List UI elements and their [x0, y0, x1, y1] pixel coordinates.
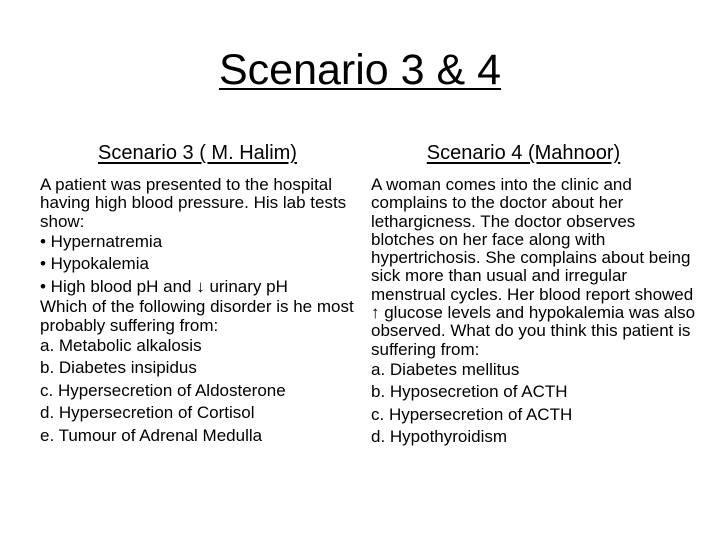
option-item: b. Diabetes insipidus: [40, 358, 197, 378]
scenario-3-body: [40, 176, 360, 447]
scenario-4-options: [371, 359, 701, 449]
scenario-3-question: Which of the following disorder is he most probably suffering from:: [40, 297, 354, 335]
scenario-4-column: [371, 140, 701, 449]
scenario-3-column: [40, 140, 360, 447]
finding-item: • Hypokalemia: [40, 254, 149, 274]
slide-title-text: Scenario 3 & 4: [218, 46, 502, 94]
option-item: a. Diabetes mellitus: [371, 359, 520, 379]
scenario-4-text: A woman comes into the clinic and complains to the doctor about her lethargicness. The doctor observes blotches on her face along with hypertrichosis. She complains about being sick more than usual and irregular menstrual cycles. Her blood report showed ↑ glucose levels and hypokalemia was also observed. What do you think this patient is suffering from:: [371, 175, 696, 359]
option-item: c. Hypersecretion of ACTH: [371, 404, 573, 424]
scenario-3-findings: [40, 231, 360, 299]
scenario-3-intro: A patient was presented to the hospital having high blood pressure. His lab tests show:: [40, 175, 347, 231]
option-item: d. Hypothyroidism: [371, 427, 508, 447]
option-item: b. Hyposecretion of ACTH: [371, 382, 568, 402]
scenario-3-options: [40, 335, 360, 448]
scenario-4-heading: Scenario 4 (Mahnoor): [426, 142, 621, 164]
option-item: c. Hypersecretion of Aldosterone: [40, 380, 286, 400]
slide-title: [0, 44, 720, 96]
scenario-4-body: [371, 176, 701, 449]
option-item: d. Hypersecretion of Cortisol: [40, 403, 255, 423]
finding-item: • Hypernatremia: [40, 231, 163, 251]
scenario-3-heading: Scenario 3 ( M. Halim): [98, 142, 297, 164]
option-item: a. Metabolic alkalosis: [40, 335, 202, 355]
option-item: e. Tumour of Adrenal Medulla: [40, 425, 263, 445]
finding-item: • High blood pH and ↓ urinary pH: [40, 276, 288, 296]
